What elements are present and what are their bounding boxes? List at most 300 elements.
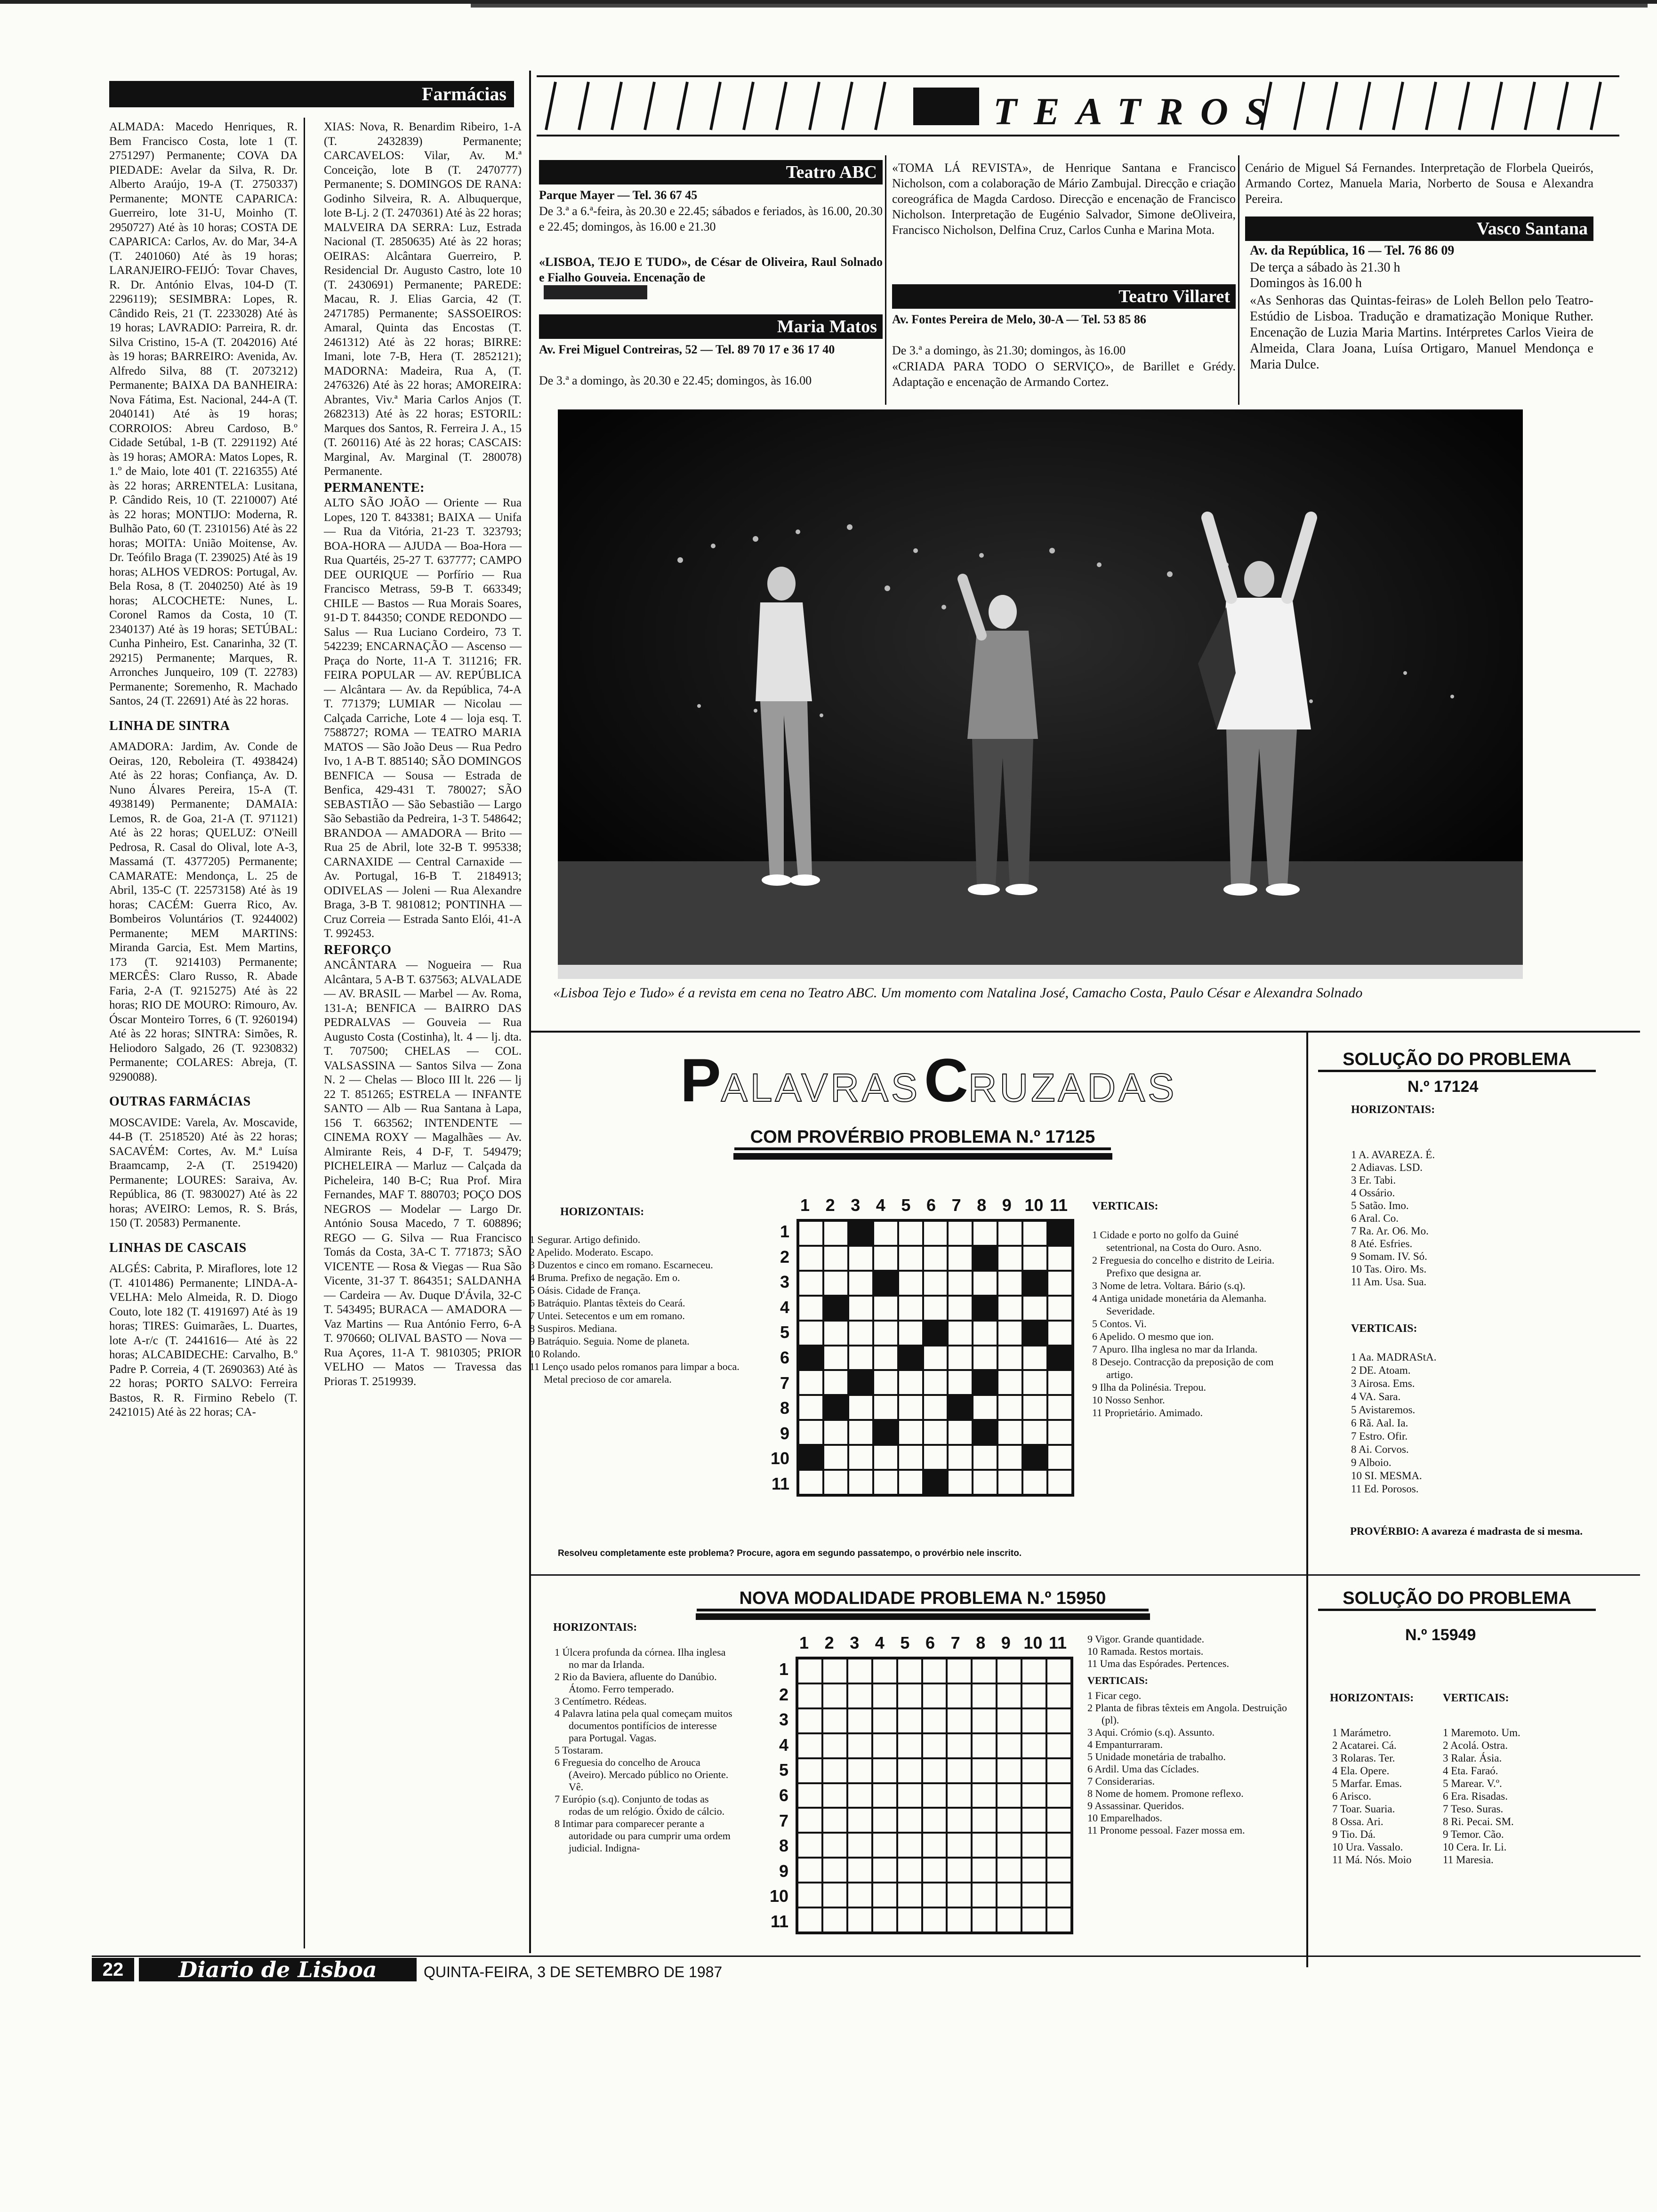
- crossword-cell[interactable]: [948, 1221, 973, 1246]
- crossword-cell[interactable]: [873, 1246, 898, 1271]
- h-clue: 9 Batráquio. Seguia. Nome de planeta.: [530, 1335, 690, 1347]
- crossword-cell[interactable]: [947, 1858, 972, 1883]
- crossword-cell[interactable]: [1047, 1470, 1072, 1495]
- col-number: 3: [850, 1633, 860, 1652]
- crossword-cell[interactable]: [1022, 1783, 1046, 1808]
- crossword-cell[interactable]: [947, 1907, 972, 1932]
- crossword-cell[interactable]: [872, 1833, 897, 1858]
- crossword-cell[interactable]: [972, 1733, 997, 1758]
- crossword-cell[interactable]: [948, 1271, 973, 1296]
- crossword-cell[interactable]: [923, 1470, 948, 1495]
- problem-footer-note: Resolveu completamente este problema? Procure, agora em segundo passatempo, o provérbio nele inscrito.: [558, 1548, 1022, 1558]
- crossword-cell[interactable]: [823, 1221, 848, 1246]
- crossword-cell[interactable]: [923, 1395, 948, 1420]
- sol-item: 8 Ossa. Ari.: [1332, 1816, 1384, 1827]
- crossword-cell[interactable]: [1022, 1858, 1046, 1883]
- nova-col2: [1087, 1633, 1295, 1836]
- crossword-cell[interactable]: [898, 1296, 923, 1321]
- crossword-cell[interactable]: [873, 1296, 898, 1321]
- crossword-cell[interactable]: [898, 1346, 923, 1370]
- crossword-cell[interactable]: [973, 1395, 997, 1420]
- crossword-cell[interactable]: [1046, 1708, 1071, 1733]
- crossword-cell[interactable]: [922, 1683, 947, 1708]
- crossword-cell[interactable]: [948, 1445, 973, 1470]
- horiz-label: HORIZONTAIS:: [560, 1206, 644, 1218]
- crossword-cell[interactable]: [798, 1346, 823, 1370]
- crossword-cell[interactable]: [822, 1833, 847, 1858]
- crossword-cell[interactable]: [897, 1659, 922, 1683]
- crossword-cell[interactable]: [822, 1858, 847, 1883]
- crossword-cell[interactable]: [972, 1833, 997, 1858]
- crossword-cell[interactable]: [847, 1808, 872, 1833]
- crossword-cell[interactable]: [997, 1683, 1022, 1708]
- crossword-cell[interactable]: [997, 1370, 1022, 1395]
- crossword-cell[interactable]: [973, 1221, 997, 1246]
- crossword-cell[interactable]: [923, 1321, 948, 1346]
- crossword-cell[interactable]: [847, 1783, 872, 1808]
- crossword-cell[interactable]: [1047, 1271, 1072, 1296]
- crossword-cell[interactable]: [1022, 1370, 1047, 1395]
- crossword-cell[interactable]: [898, 1321, 923, 1346]
- crossword-cell[interactable]: [797, 1708, 822, 1733]
- crossword-cell[interactable]: [798, 1221, 823, 1246]
- sol-item: 8 Ri. Pecai. SM.: [1443, 1816, 1514, 1827]
- crossword-cell[interactable]: [797, 1833, 822, 1858]
- row-number: 3: [780, 1272, 789, 1292]
- crossword-cell[interactable]: [997, 1445, 1022, 1470]
- crossword-cell[interactable]: [1022, 1907, 1046, 1932]
- crossword-cell[interactable]: [922, 1858, 947, 1883]
- crossword-cell[interactable]: [898, 1246, 923, 1271]
- crossword-cell[interactable]: [923, 1420, 948, 1445]
- crossword-cell[interactable]: [873, 1321, 898, 1346]
- crossword-cell[interactable]: [798, 1370, 823, 1395]
- sol-item: 3 Airosa. Ems.: [1351, 1378, 1415, 1389]
- crossword-cell[interactable]: [1046, 1733, 1071, 1758]
- crossword-cell[interactable]: [1047, 1346, 1072, 1370]
- crossword-cell[interactable]: [923, 1445, 948, 1470]
- crossword-cell[interactable]: [847, 1883, 872, 1907]
- crossword-cell[interactable]: [1022, 1808, 1046, 1833]
- crossword-cell[interactable]: [822, 1907, 847, 1932]
- crossword-cell[interactable]: [922, 1758, 947, 1783]
- abc-address: Parque Mayer — Tel. 36 67 45: [539, 188, 698, 202]
- sol1-vert: [1351, 1351, 1492, 1496]
- crossword-cell[interactable]: [823, 1321, 848, 1346]
- crossword-cell[interactable]: [898, 1370, 923, 1395]
- h-clue: 3 Centímetro. Rédeas.: [555, 1695, 647, 1707]
- crossword-cell[interactable]: [947, 1833, 972, 1858]
- crossword-cell[interactable]: [973, 1271, 997, 1296]
- crossword-cell[interactable]: [973, 1370, 997, 1395]
- sol-item: 10 Cera. Ir. Li.: [1443, 1841, 1507, 1853]
- crossword-cell[interactable]: [798, 1395, 823, 1420]
- sol-item: 6 Rã. Aal. Ia.: [1351, 1417, 1408, 1429]
- crossword-cell[interactable]: [847, 1659, 872, 1683]
- crossword-cell[interactable]: [997, 1395, 1022, 1420]
- crossword-cell[interactable]: [1047, 1221, 1072, 1246]
- crossword-cell[interactable]: [1047, 1420, 1072, 1445]
- crossword-cell[interactable]: [972, 1683, 997, 1708]
- crossword-cell[interactable]: [1022, 1758, 1046, 1783]
- crossword-cell[interactable]: [897, 1808, 922, 1833]
- crossword-cell[interactable]: [1047, 1370, 1072, 1395]
- crossword-cell[interactable]: [972, 1708, 997, 1733]
- sol-item: 3 Er. Tabi.: [1351, 1174, 1396, 1186]
- crossword-cell[interactable]: [997, 1321, 1022, 1346]
- crossword-cell[interactable]: [1046, 1683, 1071, 1708]
- crossword-cell[interactable]: [1022, 1346, 1047, 1370]
- crossword-cell[interactable]: [997, 1758, 1022, 1783]
- crossword-cell[interactable]: [973, 1470, 997, 1495]
- v-clue: 10 Emparelhados.: [1087, 1812, 1162, 1824]
- crossword-cell[interactable]: [897, 1883, 922, 1907]
- teatros-divider-2: [1238, 155, 1239, 405]
- crossword-cell[interactable]: [822, 1758, 847, 1783]
- crossword-cell[interactable]: [997, 1271, 1022, 1296]
- crossword-cell[interactable]: [1022, 1659, 1046, 1683]
- crossword-cell[interactable]: [947, 1883, 972, 1907]
- h-clue: 8 Suspiros. Mediana.: [530, 1322, 617, 1334]
- col-number: 4: [876, 1195, 885, 1215]
- permanente-text: ALTO SÃO JOÃO — Oriente — Rua Lopes, 120 T. 843381; BAIXA — Unifa — Rua da Vitória, 21-23 T. 323793; BOA-HORA — AJUDA — Boa-Hora — Rua Quartéis, 25-27 T. 637777; CAMPO DEE OURIQUE — Porfírio — Rua Francisco Metrass, 59-B T. 663349; CHILE — Bastos — Rua Morais Soares, 91-D T. 844350; CONDE REDONDO — Salus — Rua Luciano Cordeiro, 73 T. 542239; ENCARNAÇÃO — Ascenso — Praça do Norte, 11-A T. 311216; FR. FEIRA POPULAR — AV. REPÚBLICA — Alcântara — Av. da República, 74-A T. 771379; LUMIAR — Nicolau — Calçada Carriche, Lote 4 — loja esq. T. 7588727; ROMA — TEATRO MARIA MATOS — São João Deus — Rua Pedro Ivo, 1 A-B T. 885140; SÃO DOMINGOS BENFICA — Sousa — Estrada de Benfica, 429-431 T. 780027; SÃO SEBASTIÃO — São Sebastião — Largo São Sebastião da Pedreira, 1-3 T. 548642; BRANDOA — AMADORA — Brito — Rua 25 de Abril, lote 32-B T. 995338; CARNAXIDE — Central Carnaxide — Av. Portugal, 16-B T. 2184913; ODIVELAS — Joleni — Rua Alexandre Braga, 3-B T. 9810812; PONTINHA — Cruz Correia — Estrada Santo Elói, 41-A T. 992453.: [324, 497, 522, 940]
- crossword-cell[interactable]: [922, 1783, 947, 1808]
- crossword-cell[interactable]: [798, 1246, 823, 1271]
- crossword-cell[interactable]: [922, 1659, 947, 1683]
- sol-item: 9 Somam. IV. Só.: [1351, 1250, 1427, 1262]
- row-number: 8: [780, 1398, 789, 1418]
- teatros-title: TEATROS: [993, 90, 1284, 133]
- crossword-cell[interactable]: [873, 1271, 898, 1296]
- crossword-cell[interactable]: [847, 1907, 872, 1932]
- crossword-cell[interactable]: [897, 1733, 922, 1758]
- crossword-cell[interactable]: [872, 1683, 897, 1708]
- crossword2-grid[interactable]: [796, 1657, 1073, 1934]
- crossword-cell[interactable]: [897, 1708, 922, 1733]
- crossword-cell[interactable]: [1022, 1470, 1047, 1495]
- crossword-cell[interactable]: [823, 1346, 848, 1370]
- crossword-cell[interactable]: [898, 1420, 923, 1445]
- crossword-cell[interactable]: [872, 1883, 897, 1907]
- crossword-cell[interactable]: [897, 1683, 922, 1708]
- crossword-cell[interactable]: [997, 1733, 1022, 1758]
- crossword-cell[interactable]: [823, 1445, 848, 1470]
- v-clue: 11 Proprietário. Amimado.: [1092, 1407, 1203, 1419]
- crossword-cell[interactable]: [997, 1783, 1022, 1808]
- crossword-cell[interactable]: [872, 1907, 897, 1932]
- crossword-cell[interactable]: [1046, 1659, 1071, 1683]
- crossword-cell[interactable]: [997, 1808, 1022, 1833]
- crossword-cell[interactable]: [798, 1470, 823, 1495]
- crossword-cell[interactable]: [1047, 1445, 1072, 1470]
- crossword-cell[interactable]: [948, 1346, 973, 1370]
- col-divider: [304, 118, 305, 1948]
- crossword-cell[interactable]: [997, 1907, 1022, 1932]
- crossword-cell[interactable]: [1047, 1246, 1072, 1271]
- crossword-cell[interactable]: [848, 1370, 873, 1395]
- crossword-cell[interactable]: [872, 1858, 897, 1883]
- crossword-cell[interactable]: [1022, 1395, 1047, 1420]
- crossword-cell[interactable]: [997, 1858, 1022, 1883]
- crossword-cell[interactable]: [873, 1445, 898, 1470]
- crossword-cell[interactable]: [973, 1445, 997, 1470]
- crossword-cell[interactable]: [997, 1246, 1022, 1271]
- crossword-cell[interactable]: [798, 1321, 823, 1346]
- h-clue: 9 Vigor. Grande quantidade.: [1087, 1633, 1205, 1645]
- crossword-cell[interactable]: [872, 1733, 897, 1758]
- crossword-cell[interactable]: [897, 1907, 922, 1932]
- crossword-cell[interactable]: [923, 1296, 948, 1321]
- crossword-cell[interactable]: [997, 1296, 1022, 1321]
- crossword-cell[interactable]: [947, 1783, 972, 1808]
- crossword-cell[interactable]: [822, 1883, 847, 1907]
- crossword-cell[interactable]: [948, 1370, 973, 1395]
- crossword-cell[interactable]: [898, 1271, 923, 1296]
- crossword1-grid[interactable]: [796, 1219, 1074, 1497]
- crossword-cell[interactable]: [898, 1470, 923, 1495]
- vert-label: VERTICAIS:: [1092, 1200, 1158, 1212]
- crossword-cell[interactable]: [922, 1708, 947, 1733]
- crossword-cell[interactable]: [973, 1321, 997, 1346]
- crossword-cell[interactable]: [947, 1808, 972, 1833]
- row-number: 7: [779, 1811, 788, 1830]
- crossword-cell[interactable]: [948, 1296, 973, 1321]
- crossword-cell[interactable]: [873, 1346, 898, 1370]
- crossword-cell[interactable]: [797, 1858, 822, 1883]
- crossword-cell[interactable]: [822, 1708, 847, 1733]
- col-number: 4: [875, 1633, 885, 1652]
- crossword-cell[interactable]: [848, 1296, 873, 1321]
- crossword-cell[interactable]: [823, 1271, 848, 1296]
- crossword-cell[interactable]: [997, 1221, 1022, 1246]
- h-clue: 11 Lenço usado pelos romanos para limpar a boca. Metal precioso de cor amarela.: [530, 1361, 740, 1385]
- crossword-cell[interactable]: [1046, 1758, 1071, 1783]
- crossword-cell[interactable]: [823, 1420, 848, 1445]
- crossword-cell[interactable]: [847, 1683, 872, 1708]
- crossword-cell[interactable]: [1046, 1783, 1071, 1808]
- crossword-cell[interactable]: [972, 1883, 997, 1907]
- crossword-cell[interactable]: [797, 1883, 822, 1907]
- section-divider: [529, 1031, 1640, 1033]
- crossword-cell[interactable]: [872, 1758, 897, 1783]
- photo-scene: [558, 409, 1523, 979]
- crossword-cell[interactable]: [973, 1296, 997, 1321]
- crossword-cell[interactable]: [848, 1395, 873, 1420]
- crossword-cell[interactable]: [823, 1395, 848, 1420]
- crossword-cell[interactable]: [972, 1783, 997, 1808]
- crossword-cell[interactable]: [847, 1858, 872, 1883]
- crossword-cell[interactable]: [822, 1733, 847, 1758]
- crossword-cell[interactable]: [798, 1271, 823, 1296]
- crossword-cell[interactable]: [1046, 1858, 1071, 1883]
- h-clue: 4 Palavra latina pela qual começam muitos documentos pontifícios de interesse para Portugal. Vagas.: [555, 1707, 732, 1744]
- crossword-cell[interactable]: [997, 1659, 1022, 1683]
- crossword-cell[interactable]: [1046, 1907, 1071, 1932]
- crossword-cell[interactable]: [997, 1346, 1022, 1370]
- farmacias-margem-sul: ALMADA: Macedo Henriques, R. Bem Francisco Costa, lote 1 (T. 2751297) Permanente; COVA DA PIEDADE: Avelar da Silva, R. Dr. Alberto Araújo, 19-A (T. 2750337) Permanente; MONTE CAPARICA: Guerreiro, lote 31-U, Moinho (T. 2950727) Até às 10 horas; COSTA DE CAPARICA: Carlos, Av. do Mar, 34-A (T. 2401060) Até às 19 horas; LARANJEIRO-FEIJÓ: Tovar Chaves, R. Dr. António Elvas, 104-D (T. 2296119); SESIMBRA: Lopes, R. Cândido Reis, 21 (T. 2233028) Até às 19 horas; LAVRADIO: Parreira, R. dr. Silva Cristino, 15-A (T. 2042016) Até às 19 horas; BARREIRO: Avenida, Av. Alfredo Silva, 88 (T. 2073212) Permanente; BAIXA DA BANHEIRA: Nova Fátima, Est. Nacional, 244-A (T. 2040141) Até às 19 horas; CORROIOS: Abreu Cardoso, B.º Cidade Setúbal, 1-B (T. 2291192) Até às 19 horas; AMORA: Matos Lopes, R. 1.º de Maio, lote 401 (T. 2216355) Até às 22 horas; ARRENTELA: Lusitana, P. Cândido Reis, 10 (T. 2210007) Até às 22 horas; MONTIJO: Moderna, R. Bulhão Pato, 60 (T. 2310156) Até às 22 horas; MOITA: União Moitense, Av. Dr. Teófilo Braga (T. 239025) Até às 19 horas; ALHOS VEDROS: Portugal, Av. Bela Rosa, 8 (T. 2040250) Até às 19 horas; ALCOCHETE: Nunes, L. Coronel Ramos da Costa, 10 (T. 2340137) Até às 19 horas; SETÚBAL: Cunha Pinheiro, Est. Canarinha, 32 (T. 29215) Permanente; Marques, R. Arronches Junqueiro, 109 (T. 22783) Permanente; Soremenho, R. Machado Santos, 24 (T. 22691) Até às 22 horas.: [109, 120, 298, 707]
- crossword-cell[interactable]: [947, 1708, 972, 1733]
- crossword-cell[interactable]: [797, 1783, 822, 1808]
- crossword-cell[interactable]: [1022, 1246, 1047, 1271]
- crossword-cell[interactable]: [797, 1758, 822, 1783]
- crossword-cell[interactable]: [922, 1833, 947, 1858]
- h-clue: 5 Oásis. Cidade de França.: [530, 1284, 641, 1296]
- sol-item: 5 Satão. Imo.: [1351, 1200, 1409, 1211]
- crossword-cell[interactable]: [872, 1659, 897, 1683]
- crossword-cell[interactable]: [872, 1783, 897, 1808]
- crossword-cell[interactable]: [848, 1321, 873, 1346]
- crossword-cell[interactable]: [948, 1420, 973, 1445]
- crossword-cell[interactable]: [1022, 1445, 1047, 1470]
- sol-item: 9 Alboio.: [1351, 1457, 1392, 1468]
- crossword-cell[interactable]: [923, 1246, 948, 1271]
- crossword-cell[interactable]: [848, 1221, 873, 1246]
- crossword-cell[interactable]: [973, 1346, 997, 1370]
- crossword-cell[interactable]: [972, 1808, 997, 1833]
- crossword-cell[interactable]: [848, 1271, 873, 1296]
- crossword-cell[interactable]: [972, 1659, 997, 1683]
- vs-address: Av. da República, 16 — Tel. 76 86 09: [1250, 243, 1455, 258]
- sol-item: 1 Maremoto. Um.: [1443, 1727, 1520, 1739]
- crossword-cell[interactable]: [823, 1296, 848, 1321]
- crossword-cell[interactable]: [897, 1783, 922, 1808]
- crossword-cell[interactable]: [898, 1221, 923, 1246]
- crossword-cell[interactable]: [947, 1758, 972, 1783]
- crossword-cell[interactable]: [898, 1395, 923, 1420]
- teatros-divider-1: [885, 155, 886, 405]
- crossword-cell[interactable]: [823, 1470, 848, 1495]
- crossword-cell[interactable]: [797, 1733, 822, 1758]
- top-edge-2: [471, 4, 1648, 8]
- row-number: 11: [770, 1912, 788, 1931]
- crossword-cell[interactable]: [923, 1221, 948, 1246]
- solucao2-title: SOLUÇÃO DO PROBLEMA: [1318, 1588, 1596, 1611]
- crossword-cell[interactable]: [798, 1445, 823, 1470]
- crossword-cell[interactable]: [897, 1758, 922, 1783]
- crossword-cell[interactable]: [873, 1221, 898, 1246]
- crossword-cell[interactable]: [997, 1708, 1022, 1733]
- crossword-cell[interactable]: [1047, 1321, 1072, 1346]
- crossword-cell[interactable]: [1022, 1708, 1046, 1733]
- crossword-cell[interactable]: [1046, 1883, 1071, 1907]
- crossword-cell[interactable]: [898, 1445, 923, 1470]
- teatro-abc-header: Teatro ABC: [539, 160, 883, 184]
- crossword-cell[interactable]: [1022, 1420, 1047, 1445]
- crossword-cell[interactable]: [822, 1808, 847, 1833]
- crossword-cell[interactable]: [922, 1907, 947, 1932]
- crossword-cell[interactable]: [848, 1246, 873, 1271]
- crossword-cell[interactable]: [972, 1907, 997, 1932]
- crossword-cell[interactable]: [1022, 1733, 1046, 1758]
- crossword-cell[interactable]: [948, 1470, 973, 1495]
- crossword-cell[interactable]: [1022, 1883, 1046, 1907]
- crossword-cell[interactable]: [948, 1321, 973, 1346]
- crossword-cell[interactable]: [823, 1370, 848, 1395]
- crossword-cell[interactable]: [872, 1708, 897, 1733]
- crossword-cell[interactable]: [873, 1370, 898, 1395]
- crossword-cell[interactable]: [797, 1683, 822, 1708]
- crossword-cell[interactable]: [947, 1733, 972, 1758]
- col-number: 9: [1002, 1195, 1012, 1215]
- crossword-cell[interactable]: [1022, 1833, 1046, 1858]
- crossword-cell[interactable]: [897, 1858, 922, 1883]
- crossword-cell[interactable]: [997, 1420, 1022, 1445]
- crossword-cell[interactable]: [872, 1808, 897, 1833]
- crossword-cell[interactable]: [798, 1296, 823, 1321]
- crossword-cell[interactable]: [822, 1683, 847, 1708]
- villaret-address: Av. Fontes Pereira de Melo, 30-A — Tel. 53 85 86: [892, 313, 1146, 326]
- crossword-cell[interactable]: [923, 1346, 948, 1370]
- crossword-cell[interactable]: [922, 1808, 947, 1833]
- sol-item: 7 Estro. Ofir.: [1351, 1430, 1408, 1442]
- sol-item: 2 DE. Atoam.: [1351, 1364, 1411, 1376]
- crossword-cell[interactable]: [848, 1346, 873, 1370]
- crossword-cell[interactable]: [972, 1858, 997, 1883]
- crossword-cell[interactable]: [873, 1470, 898, 1495]
- crossword-cell[interactable]: [847, 1708, 872, 1733]
- crossword-cell[interactable]: [1022, 1321, 1047, 1346]
- crossword-cell[interactable]: [973, 1420, 997, 1445]
- crossword-cell[interactable]: [1046, 1808, 1071, 1833]
- crossword-cell[interactable]: [947, 1683, 972, 1708]
- crossword-cell[interactable]: [1047, 1296, 1072, 1321]
- crossword-cell[interactable]: [797, 1808, 822, 1833]
- crossword-cell[interactable]: [1022, 1296, 1047, 1321]
- crossword-cell[interactable]: [1022, 1221, 1047, 1246]
- crossword-cell[interactable]: [922, 1883, 947, 1907]
- crossword-cell[interactable]: [823, 1246, 848, 1271]
- crossword-cell[interactable]: [948, 1395, 973, 1420]
- crossword-cell[interactable]: [797, 1907, 822, 1932]
- crossword-cell[interactable]: [848, 1470, 873, 1495]
- crossword-cell[interactable]: [922, 1733, 947, 1758]
- crossword-cell[interactable]: [897, 1833, 922, 1858]
- col-number: 8: [977, 1195, 987, 1215]
- crossword-cell[interactable]: [997, 1470, 1022, 1495]
- crossword-cell[interactable]: [822, 1659, 847, 1683]
- crossword-cell[interactable]: [1047, 1395, 1072, 1420]
- crossword-cell[interactable]: [923, 1271, 948, 1296]
- crossword-cell[interactable]: [873, 1395, 898, 1420]
- crossword-cell[interactable]: [797, 1659, 822, 1683]
- crossword-cell[interactable]: [1022, 1271, 1047, 1296]
- v-clue: 5 Contos. Vi.: [1092, 1318, 1147, 1330]
- crossword-cell[interactable]: [873, 1420, 898, 1445]
- crossword-cell[interactable]: [1046, 1833, 1071, 1858]
- v-clue: 3 Aqui. Crómio (s.q). Assunto.: [1087, 1726, 1215, 1738]
- crossword-cell[interactable]: [798, 1420, 823, 1445]
- crossword-cell[interactable]: [848, 1420, 873, 1445]
- crossword-cell[interactable]: [947, 1659, 972, 1683]
- crossword-cell[interactable]: [1022, 1683, 1046, 1708]
- crossword-cell[interactable]: [847, 1833, 872, 1858]
- crossword-cell[interactable]: [997, 1833, 1022, 1858]
- v-clue: 7 Apuro. Ilha inglesa no mar da Irlanda.: [1092, 1343, 1258, 1355]
- v-clue: 10 Nosso Senhor.: [1092, 1394, 1165, 1406]
- crossword-cell[interactable]: [848, 1445, 873, 1470]
- crossword-cell[interactable]: [847, 1758, 872, 1783]
- crossword-cell[interactable]: [973, 1246, 997, 1271]
- crossword-cell[interactable]: [822, 1783, 847, 1808]
- crossword-cell[interactable]: [997, 1883, 1022, 1907]
- crossword-cell[interactable]: [847, 1733, 872, 1758]
- mm-times: De 3.ª a domingo, às 20.30 e 22.45; domingos, às 16.00: [539, 374, 812, 387]
- crossword-cell[interactable]: [972, 1758, 997, 1783]
- crossword-cell[interactable]: [948, 1246, 973, 1271]
- h-clue: 2 Rio da Baviera, afluente do Danúbio. Átomo. Ferro temperado.: [555, 1671, 717, 1695]
- crossword-cell[interactable]: [923, 1370, 948, 1395]
- sol-item: 11 Maresia.: [1443, 1854, 1494, 1866]
